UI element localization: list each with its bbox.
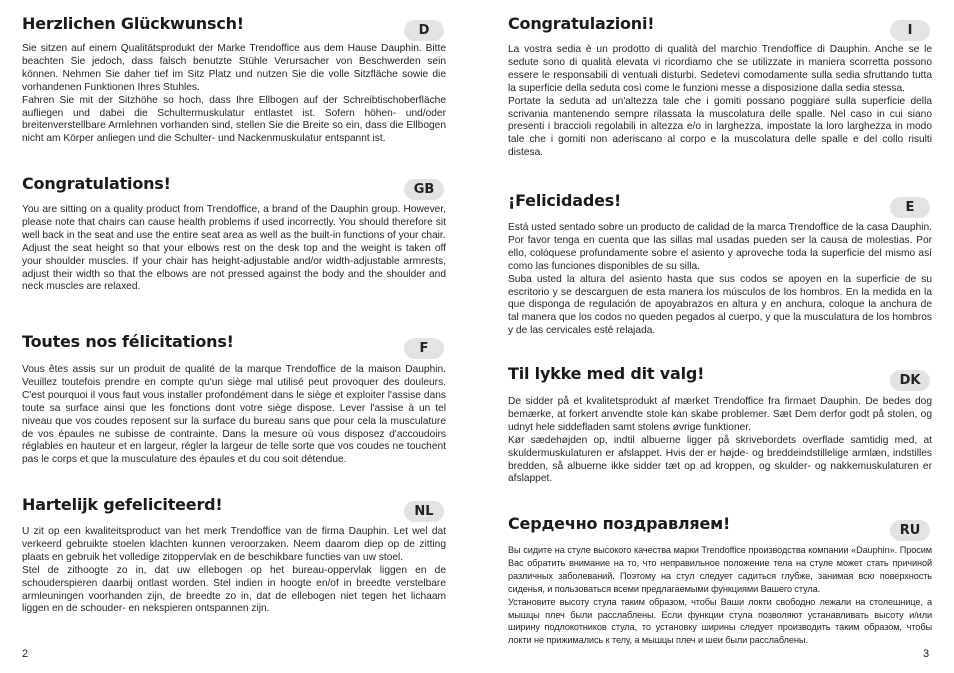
paragraph: Suba usted la altura del asiento hasta que sus codos se apoyen en la superficie de su escritorio y se descarguen de esta manera los músculos de los hombros. En la medida en la que disponga de regulación de apoyabrazos en altura y en anchura, coloque la anchura de tal manera que los codos no queden pegados al cuerpo, y que la musculatura de los hombros y de las cervicales esté relajada. (508, 273, 932, 337)
language-badge-f: F (404, 338, 444, 359)
section-german (22, 14, 446, 146)
section-title: Herzlichen Glückwunsch! (22, 14, 244, 33)
paragraph: Stel de zithoogte zo in, dat uw ellebogen op het bureau-oppervlak liggen en de schouderspieren daarbij ontlast worden. Stel indien in hoogte en/of in breedte verstelbare armleuningen voorhanden zijn, de breedte zo in, dat de ellebogen niet tegen het lichaam liggen en de schouder- en nekspieren ontspannen zijn. (22, 564, 446, 615)
language-badge-ru: RU (890, 520, 930, 541)
section-danish (508, 364, 932, 486)
paragraph: Está usted sentado sobre un producto de calidad de la marca Trendoffice de la casa Dauphin. Por favor tenga en cuenta que las sillas mal usadas pueden ser la causa de molestias. Por ello, colóquese profundamente sobre el asiento y aproveche toda la superficie del mismo así como las funciones disponibles de su silla. (508, 222, 932, 272)
paragraph: De sidder på et kvalitetsprodukt af mærket Trendoffice fra firmaet Dauphin. De bedes dog bemærke, at forkert anvendte stole kan skabe problemer. Sæt Dem derfor godt på stolen, og udnyt hele siddefladen samt stolens øvrige funktioner. (508, 396, 932, 433)
right-page (477, 0, 954, 673)
paragraph: Vous êtes assis sur un produit de qualité de la marque Trendoffice de la maison Dauphin. Veuillez toutefois prendre en compte qu'un siège mal utilisé peut provoquer des douleurs. C'est pourquoi il vous faut vous installer profondément dans le siège et exploiter l'assise dans toute sa surface ainsi que les fonctions dont votre siège dispose. Lever l'assise à un tel niveau que vos coudes reposent sur la surface du bureau sans que pour cela la musculature de vos épaules ne subisse de contrainte. Dans la mesure où vous disposez d'accoudoirs réglables en hauteur et en largeur, régler la largeur de telle sorte que vos coudes ne touchent pas le corps et que la musculature des épaules et du cou soit détendue. (22, 364, 446, 466)
section-body (22, 526, 446, 616)
section-english (22, 174, 446, 294)
paragraph: Adjust the seat height so that your elbows rest on the desk top and the weight is taken off your shoulder muscles. If your chair has height-adjustable and/or width-adjustable armrests, adjust their width so that the elbows are not pressed against the body and the shoulder and neck muscles are relaxed. (22, 242, 446, 293)
section-body (22, 364, 446, 467)
paragraph: Вы сидите на стуле высокого качества марки Trendoffice производства компании «Dauphin». Просим Вас обратить внимание на то, что неправильное положение тела на стуле может стать причиной различных заболеваний. Поэтому на стул следует садиться глубже, занимая всю поверхность сиденья, и пользоваться всеми предлагаемыми функциями Вашего стула. (508, 545, 932, 594)
page-number-right: 3 (923, 648, 930, 660)
section-title: Til lykke med dit valg! (508, 364, 705, 383)
section-russian (508, 514, 932, 647)
language-badge-i: I (890, 20, 930, 41)
paragraph: Установите высоту стула таким образом, чтобы Ваши локти свободно лежали на столешнице, а мышцы плеч были расслаблены. Если функции стула позволяют устанавливать высоту и/или ширину подлокотников стула, то установку ширины следует производить таким образом, чтобы локти не прижимались к телу, а мышцы плеч и шеи были расслаблены. (508, 596, 932, 646)
language-badge-gb: GB (404, 179, 444, 200)
language-badge-e: E (890, 197, 930, 218)
paragraph: Fahren Sie mit der Sitzhöhe so hoch, dass Ihre Ellbogen auf der Schreibtischoberfläche aufliegen und dabei die Schultermuskulatur entlastet ist. Sofern höhen- und/oder breitenverstellbare Armlehnen vorhanden sind, stellen Sie die Breite so ein, dass die Ellbogen nicht am Körper anliegen und die Schulter- und Nackenmuskulatur entspannt ist. (22, 94, 446, 145)
paragraph: Portate la seduta ad un'altezza tale che i gomiti possano poggiare sulla superficie della scrivania mantenendo sempre rilassata la muscolatura delle spalle. Nel caso in cui siano presenti i braccioli regolabili in altezza e/o in larghezza, impostate la loro larghezza in modo tale che i gomiti non aderiscano al corpo e la muscolatura delle spalle e del collo risulti distesa. (508, 95, 932, 159)
language-badge-nl: NL (404, 501, 444, 522)
section-french (22, 332, 446, 467)
paragraph: You are sitting on a quality product from Trendoffice, a brand of the Dauphin group. However, please note that chairs can cause health problems if used incorrectly. You should therefore sit well back in the seat and use the entire seat area as well as the built-in functions of your chair. (22, 204, 446, 241)
section-title: Congratulazioni! (508, 14, 655, 33)
paragraph: U zit op een kwaliteitsproduct van het merk Trendoffice van de firma Dauphin. Let wel dat verkeerd gebruikte stoelen klachten kunnen veroorzaken. Neem daarom diep op de zitting plaats en gebruik het volledige zitoppervlak en de beschikbare functies van uw stoel. (22, 526, 446, 563)
section-spanish (508, 191, 932, 338)
section-body (508, 396, 932, 486)
language-badge-dk: DK (890, 370, 930, 391)
page-number-left: 2 (22, 648, 29, 660)
language-badge-d: D (404, 20, 444, 41)
section-title: Hartelijk gefeliciteerd! (22, 495, 223, 514)
paragraph: Sie sitzen auf einem Qualitätsprodukt der Marke Trendoffice aus dem Hause Dauphin. Bitte beachten Sie jedoch, dass falsch benutzte Stühle Verursacher von Beschwerden sein können. Nehmen Sie daher tief im Sitz Platz und nutzen Sie die volle Sitzfläche sowie die vorhandenen Funktionen Ihres Stuhles. (22, 43, 446, 93)
section-body (22, 43, 446, 146)
section-italian (508, 14, 932, 160)
section-title: ¡Felicidades! (508, 191, 622, 210)
section-title: Toutes nos félicitations! (22, 332, 234, 351)
section-body (508, 44, 932, 160)
paragraph: Kør sædehøjden op, indtil albuerne ligger på skrivebordets overflade samtidig med, at skuldermuskulaturen er afslappet. Hvis der er højde- og breddeindstillelige armlæn, indstilles bredden, så albuerne ikke sidder tæt op ad kroppen, og skulder- og nakkemuskulaturen er afslappet. (508, 434, 932, 485)
section-title: Сердечно поздравляем! (508, 514, 731, 533)
paragraph: La vostra sedia è un prodotto di qualità del marchio Trendoffice di Dauphin. Anche se le sedute sono di qualità elevata vi ricordiamo che se utilizzate in maniera scorretta possono essere le responsabili di ventuali disturbi. Sedetevi comodamente sulla sedia sfruttando tutta la superficie della seduta così come le funzioni messe a disposizione dalla sedia stessa. (508, 44, 932, 94)
section-title: Congratulations! (22, 174, 171, 193)
section-body (508, 222, 932, 338)
section-dutch (22, 495, 446, 616)
section-body (508, 544, 932, 647)
section-body (22, 204, 446, 294)
